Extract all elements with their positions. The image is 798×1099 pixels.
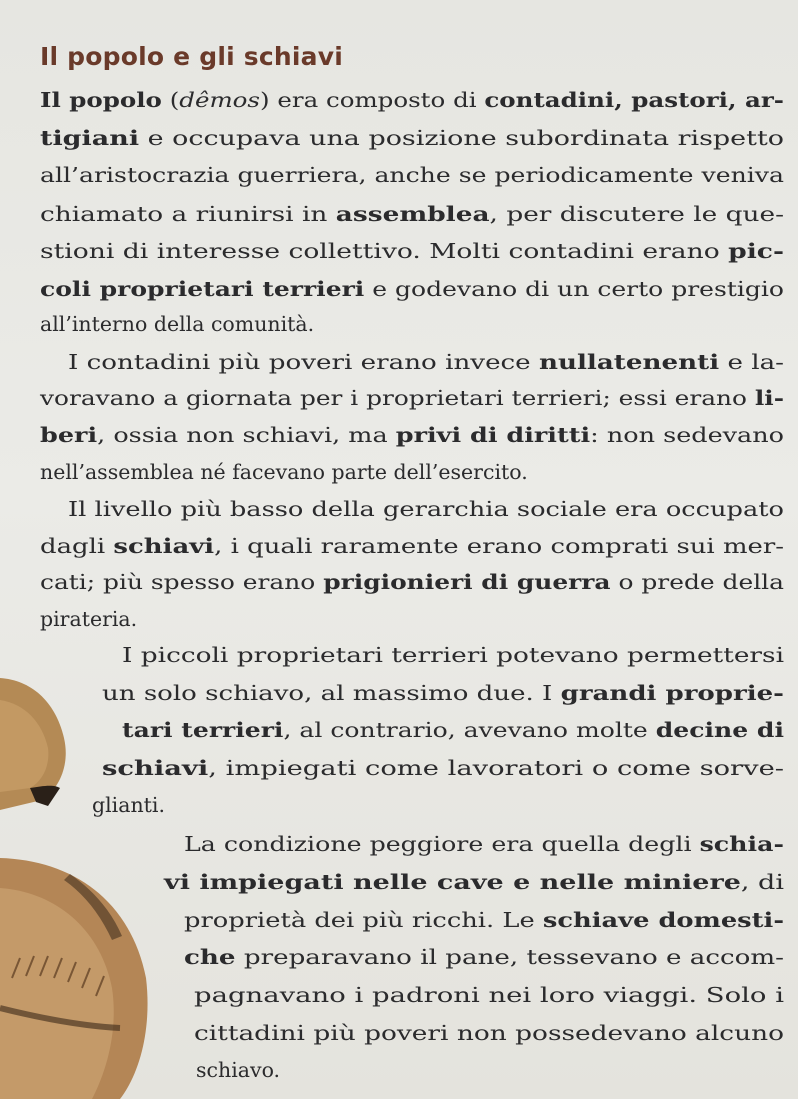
text-run: cati; più spesso erano [40,570,324,594]
text-line [40,534,784,558]
text-run: e occupava una posizione subordinata rispetto [139,126,785,150]
bold-term: beri [40,423,98,447]
bold-term: contadini, pastori, ar- [484,88,784,112]
text-line [194,1021,784,1045]
bold-term: coli proprietari terrieri [40,277,365,301]
bold-term: schiave domesti- [542,908,785,932]
text-line [40,460,528,484]
text-line [122,718,784,742]
text-line [40,88,784,112]
bold-term: prigionieri di guerra [323,570,611,594]
vase-illustration-upper [0,660,80,820]
bold-term: tigiani [40,126,140,150]
bold-term: vi impiegati nelle cave e nelle miniere [164,870,741,894]
text-run: e la- [719,350,785,374]
bold-term: privi di diritti [395,423,591,447]
bold-term: schiavi [113,534,215,558]
bold-term: schia- [699,832,784,856]
bold-term: schiavi [102,756,209,780]
text-run: Il livello più basso della gerarchia sociale era occupato [68,497,784,521]
text-run: e godevano di un certo prestigio [364,277,784,301]
text-run: La condizione peggiore era quella degli [184,832,700,856]
text-run: cittadini più poveri non possedevano alcuno [194,1021,784,1045]
bold-term: pic- [728,239,785,263]
text-line [102,756,784,780]
text-run: I contadini più poveri erano invece [68,350,539,374]
bold-term: che [184,945,236,969]
text-line [102,681,784,705]
text-run: un solo schiavo, al massimo due. I [102,681,561,705]
text-run: ) era composto di [260,88,485,112]
text-run: pirateria. [40,607,138,631]
text-line [40,386,784,410]
text-line [184,832,784,856]
text-run: schiavo. [196,1058,281,1082]
text-line [68,350,784,374]
text-run: , di [740,870,784,894]
bold-term: nullatenenti [538,350,720,374]
text-run: dagli [40,534,114,558]
text-run: , ossia non schiavi, ma [97,423,396,447]
text-run: voravano a giornata per i proprietari terrieri; essi erano [40,386,755,410]
bold-term: li- [754,386,785,410]
text-run: preparavano il pane, tessevano e accom- [235,945,785,969]
bold-term: decine di [655,718,785,742]
text-run: o prede della [610,570,784,594]
bold-term: grandi proprie- [560,681,785,705]
text-line [40,239,784,263]
text-run: stioni di interesse collettivo. Molti contadini erano [40,239,729,263]
text-line [40,607,137,631]
text-run: all’aristocrazia guerriera, anche se periodicamente veniva [40,163,784,187]
text-line [68,497,784,521]
text-run: nell’assemblea né facevano parte dell’esercito. [40,460,528,484]
text-line [184,908,784,932]
text-line [194,983,784,1007]
section-heading: Il popolo e gli schiavi [40,42,343,71]
text-run: ( [161,88,180,112]
text-line [122,643,784,667]
text-run: chiamato a riunirsi in [40,202,336,226]
text-line [40,277,784,301]
text-line [40,312,314,336]
bold-term: assemblea [335,202,490,226]
text-line [40,163,784,187]
bold-term: Il popolo [40,88,162,112]
text-line [164,870,784,894]
text-line [40,126,784,150]
text-run: glianti. [92,793,165,817]
text-run: pagnavano i padroni nei loro viaggi. Solo i [194,983,785,1007]
text-run: , per discutere le que- [489,202,785,226]
text-line [196,1058,280,1082]
text-line [40,423,784,447]
italic-term: dêmos [179,88,261,112]
text-line [184,945,784,969]
text-run: , al contrario, avevano molte [283,718,656,742]
text-run: : non sedevano [590,423,784,447]
text-run: proprietà dei più ricchi. Le [184,908,543,932]
text-run: I piccoli proprietari terrieri potevano permettersi [122,643,785,667]
text-line [40,570,784,594]
text-run: all’interno della comunità. [40,312,315,336]
vase-illustration-lower [0,858,160,1099]
text-line [92,793,165,817]
text-run: , i quali raramente erano comprati sui mer- [214,534,784,558]
bold-term: tari terrieri [122,718,284,742]
text-run: , impiegati come lavoratori o come sorve- [208,756,784,780]
text-line [40,202,784,226]
